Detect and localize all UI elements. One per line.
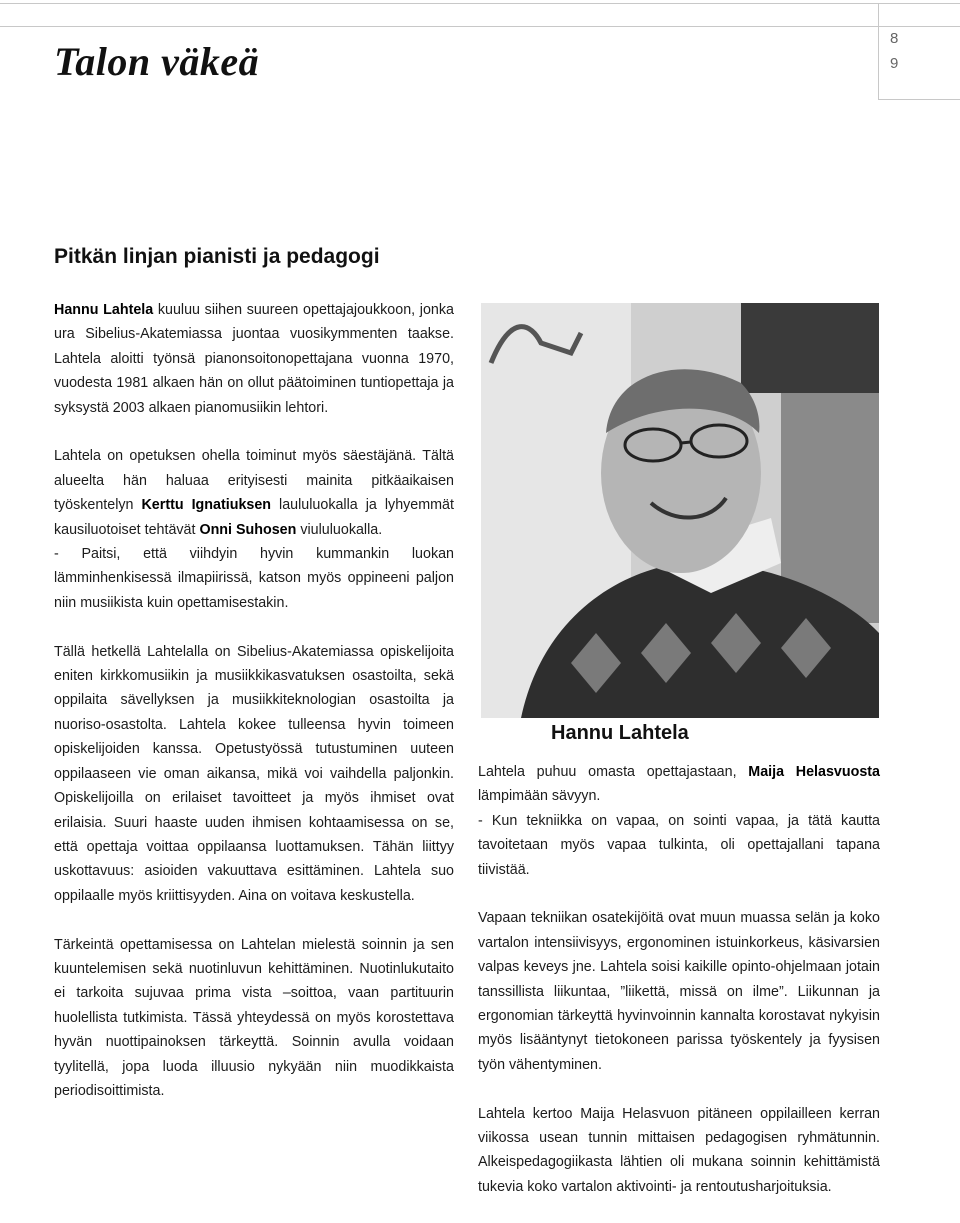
photo-caption: Hannu Lahtela (551, 722, 689, 744)
paragraph: Lahtela puhuu omasta opettajastaan, Maija Helasvuosta lämpimään sävyyn. (478, 764, 880, 805)
left-column (54, 298, 454, 1103)
paragraph: Tärkeintä opettamisessa on Lahtelan mielestä soinnin ja sen kuuntelemisen sekä nuotinluvun kehittäminen. Nuotinlukutaito ei tarkoita sujuvaa prima vista –soittoa, vaan partituurin huolellista tutkimista. Tässä yhteydessä on myös korostettava hyvän nuottipainoksen tärkeyttä. Soinnin avulla voidaan tyylitellä, jopa luoda illuusio nykyään niin muodikkaista periodisoittimista. (54, 936, 454, 1099)
pagenum-divider (878, 3, 879, 100)
paragraph: Lahtela on opetuksen ohella toiminut myös säestäjänä. Tältä alueelta hän haluaa erityisesti mainita pitkäaikaisen työskentelyn Kerttu Ignatiuksen laululuokalla ja lyhyemmät kausiluotoiset tehtävät Onni Suhosen viululuokalla. (54, 448, 454, 538)
right-column (478, 760, 880, 1199)
person-name: Onni Suhosen (199, 521, 297, 538)
header-rule (0, 26, 960, 27)
page-number-right: 9 (890, 55, 899, 72)
top-rule (0, 3, 960, 4)
person-name: Maija Helasvuosta (748, 764, 880, 780)
portrait-photo (481, 303, 879, 718)
person-name: Kerttu Ignatiuksen (141, 497, 272, 514)
paragraph: Lahtela kertoo Maija Helasvuon pitäneen oppilailleen kerran viikossa usean tunnin mittaisen pedagogisen ryhmätunnin. Alkeispedagogiikasta lähtien oli mukana soinnin kehittämistä tukevia koko vartalon aktivointi- ja rentoutusharjoituksia. (478, 1105, 880, 1195)
paragraph: Hannu Lahtela kuuluu siihen suureen opettajajoukkoon, jonka ura Sibelius-Akatemiassa juontaa vuosikymmenten taakse. Lahtela aloitti työnsä pianonsoitonopettajana vuonna 1970, vuodesta 1981 alkaen hän on ollut päätoiminen tuntiopettaja ja syksystä 2003 alkaen pianomusiikin lehtori. (54, 302, 454, 416)
pagenum-underline (878, 99, 960, 100)
person-name: Hannu Lahtela (54, 302, 154, 318)
section-title: Talon väkeä (54, 39, 260, 84)
wall-dark (741, 303, 879, 393)
paragraph: - Paitsi, että viihdyin hyvin kummankin luokan lämminhenkisessä ilmapiirissä, katson myös oppineeni paljon niin musiikista kuin opettamisestakin. (54, 546, 454, 611)
paragraph: Tällä hetkellä Lahtelalla on Sibelius-Akatemiassa opiskelijoita eniten kirkkomusiikin ja musiikkikasvatuksen osastoilta, sekä oppilaita sävellyksen ja musiikkiteknologian osastoilta ja nuoriso-osastolta. Lahtela kokee tulleensa hyvin toimeen opiskelijoiden kanssa. Opetustyössä tutustuminen uuteen oppilaaseen vie oman aikansa, mikä voi vaihdella paljonkin. Opiskelijoilla on erilaiset tavoitteet ja myös ihmiset ovat erilaisia. Suuri haaste uuden ihmisen kohtaamisessa on se, että opettaja voittaa oppilaansa luottamuksen. Tähän liittyy uskottavuus: asioiden vakuuttava esittäminen. Lahtela suo oppilaalle myös kriittisyyden. Aina on voitava keskustella. (54, 643, 454, 904)
paragraph: Vapaan tekniikan osatekijöitä ovat muun muassa selän ja koko vartalon intensiivisyys, ergonominen istuinkorkeus, käsivarsien valpas keveys jne. Lahtela soisi kaikille opinto-ohjelmaan jotain tanssillista liikuntaa, ”liikettä, missä on ilme”. Liikunnan ja ergonomian tärkeyttä hyvinvoinnin kannalta korostavat nykyisin myös lisääntynyt tietokoneen parissa työskentely ja fyysisen työn vähentyminen. (478, 910, 880, 1073)
page-number-left: 8 (890, 30, 899, 47)
paragraph: - Kun tekniikka on vapaa, on sointi vapaa, ja tätä kautta tavoitetaan myös vapaa tulkinta, oli opettajallani tapana tiivistää. (478, 812, 880, 878)
article-heading: Pitkän linjan pianisti ja pedagogi (54, 245, 380, 268)
